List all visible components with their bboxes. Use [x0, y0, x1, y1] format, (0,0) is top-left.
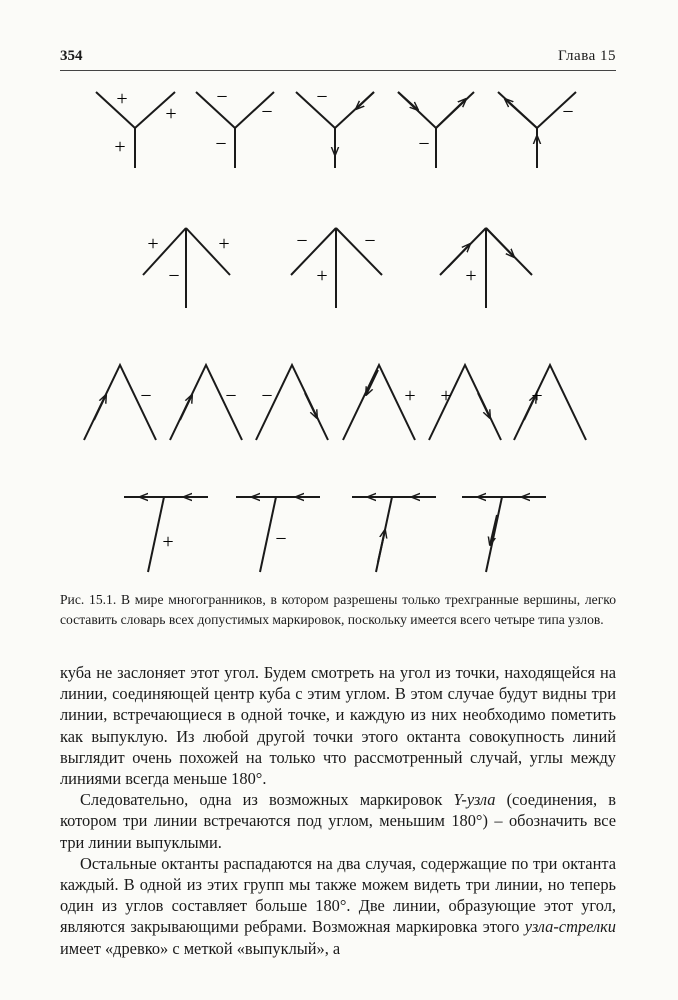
l-junction-6 [514, 365, 586, 440]
arrow-icon [94, 395, 106, 420]
text-run: Остальные октанты распадаются на два случая, содержащие по три октанта каждый. В одной из этих групп мы также можем видеть три линии, но теперь один из углов составляет больше 180°. Две линии, образующие этот угол, являются закрывающими ребрами. Возможная маркировка этого [60, 853, 616, 937]
plus-sign: + [404, 385, 416, 407]
figure-row-y-junctions [96, 86, 576, 168]
arrow-icon [486, 228, 514, 257]
plus-sign: + [165, 103, 177, 125]
arrow-icon [398, 92, 418, 110]
figure-row-l-junctions [84, 365, 586, 440]
page-number: 354 [60, 48, 83, 64]
paragraph-2 [60, 789, 616, 853]
minus-sign: − [316, 86, 328, 108]
text-run: имеет «древко» с меткой «выпуклый», а [60, 938, 341, 958]
figure-row-arrow-junctions [143, 228, 532, 308]
minus-sign: − [140, 385, 152, 407]
plus-sign: + [218, 233, 230, 255]
chapter-title: Глава 15 [558, 48, 616, 64]
plus-sign: + [440, 385, 452, 407]
minus-sign: − [215, 133, 227, 155]
plus-sign: + [147, 233, 159, 255]
t-junction-arrow-out [462, 497, 546, 572]
paragraph-3 [60, 853, 616, 959]
arrow-icon [448, 244, 470, 267]
arrow-icon [356, 92, 374, 109]
minus-sign: − [168, 265, 180, 287]
minus-sign: − [562, 101, 574, 123]
plus-sign: + [531, 385, 543, 407]
paragraph-1 [60, 662, 616, 789]
y-junction-all-concave [196, 86, 274, 168]
l-junction-2 [170, 365, 242, 440]
minus-sign: − [225, 385, 237, 407]
arrow-icon [478, 393, 490, 418]
text-run: куба не заслоняет этот угол. Будем смотреть на угол из точки, находящейся на линии, соединяющей центр куба с этим углом. В этом случае будут видны три линии, встречающиеся в одной точке, и каждую из них необходимо пометить как выпуклую. Из любой другой точки этого октанта совокупность линий выглядит очень похожей на только что рассмотренный случай, углы между линиями всегда меньше 180°. [60, 663, 616, 789]
y-junction-arrows-minus-2 [498, 92, 576, 168]
plus-sign: + [465, 265, 477, 287]
plus-sign: + [316, 265, 328, 287]
y-junction-arrows-minus [398, 92, 474, 168]
plus-sign: + [162, 531, 174, 553]
minus-sign: − [296, 230, 308, 252]
t-junction-plus [124, 497, 208, 572]
minus-sign: − [275, 528, 287, 550]
t-junction-minus [236, 497, 320, 572]
plus-sign: + [116, 88, 128, 110]
t-junction-arrow-in [352, 497, 436, 572]
l-junction-4 [343, 365, 416, 440]
minus-sign: − [364, 230, 376, 252]
arrow-icon [378, 530, 385, 562]
arrow-icon [180, 395, 192, 420]
minus-sign: − [418, 133, 430, 155]
plus-sign: + [114, 136, 126, 158]
arrow-icon [436, 99, 466, 128]
y-junction-minus-arrows [296, 86, 374, 168]
minus-sign: − [216, 86, 228, 108]
arrow-icon [305, 393, 317, 418]
minus-sign: − [261, 101, 273, 123]
text-run: (соединения, в котором три линии встречаются под углом, меньшим 180°) – обозначить все три линии выпуклыми. [60, 790, 616, 852]
figure-row-t-junctions [124, 497, 546, 572]
text-run: Следовательно, одна из возможных маркировок [80, 790, 454, 810]
l-junction-5 [429, 365, 501, 440]
minus-sign: − [261, 385, 273, 407]
l-junction-1 [84, 365, 156, 440]
figure-caption: Рис. 15.1. В мире многогранников, в котором разрешены только трехгранные вершины, легко составить словарь всех допустимых маркировок, поскольку имеется всего четыре типа узлов. [60, 592, 616, 627]
arrow-junction-arrows-plus [440, 228, 532, 308]
y-junction-all-convex [96, 88, 177, 168]
body-text [60, 662, 616, 959]
emphasized-term: узла-стрелки [524, 917, 616, 937]
arrow-junction-plus-plus-minus [143, 228, 230, 308]
arrow-icon [505, 99, 537, 128]
arrow-icon [366, 370, 378, 395]
emphasized-term: Y-узла [453, 790, 496, 810]
l-junction-3 [256, 365, 328, 440]
arrow-junction-minus-minus-plus [291, 228, 382, 308]
